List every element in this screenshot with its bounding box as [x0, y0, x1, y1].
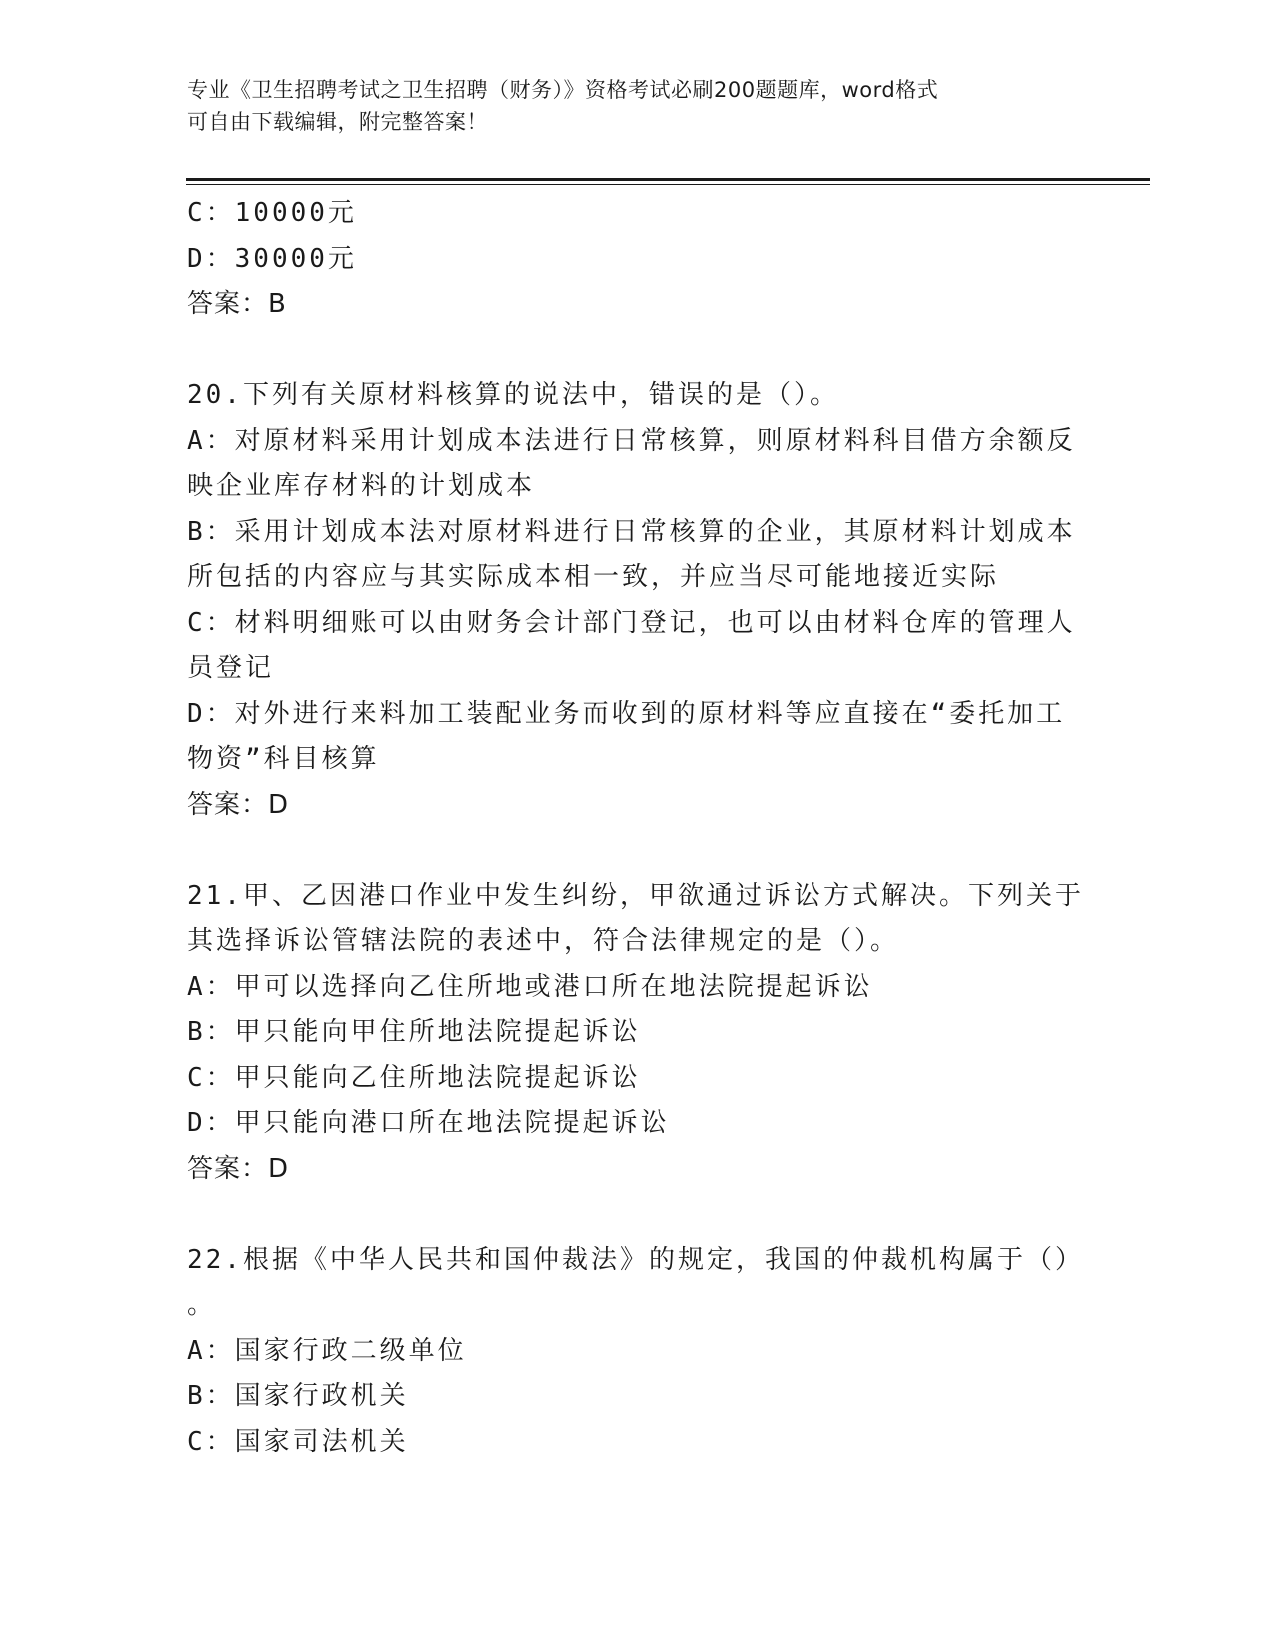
header-line-2: 可自由下载编辑，附完整答案！ — [187, 110, 488, 134]
q20-option-a-line-2: 映企业库存材料的计划成本 — [187, 471, 536, 501]
q20-option-b-line-1: B：采用计划成本法对原材料进行日常核算的企业，其原材料计划成本 — [187, 516, 1076, 547]
q22-stem-line-1: 22.根据《中华人民共和国仲裁法》的规定，我国的仲裁机构属于（） — [187, 1244, 1084, 1275]
q21-stem-line-2: 其选择诉讼管辖法院的表述中，符合法律规定的是（）。 — [187, 926, 900, 956]
header-divider-thick — [186, 178, 1150, 181]
q20-option-d-line-2: 物资”科目核算 — [187, 744, 380, 774]
q21-option-c: C：甲只能向乙住所地法院提起诉讼 — [187, 1062, 641, 1093]
prev-answer: 答案：B — [187, 289, 287, 319]
q20-option-c-line-2: 员登记 — [187, 653, 275, 683]
q21-stem-line-1: 21.甲、乙因港口作业中发生纠纷，甲欲通过诉讼方式解决。下列关于 — [187, 880, 1084, 911]
question-content — [187, 191, 1087, 1465]
q22-option-b: B：国家行政机关 — [187, 1381, 409, 1411]
q20-option-b-line-2: 所包括的内容应与其实际成本相一致，并应当尽可能地接近实际 — [187, 562, 1000, 592]
header-divider-thin — [186, 184, 1150, 185]
q21-answer: 答案：D — [187, 1153, 290, 1184]
q20-option-a-line-1: A：对原材料采用计划成本法进行日常核算，则原材料科目借方余额反 — [187, 425, 1076, 456]
spacer — [187, 828, 1087, 874]
document-header — [187, 74, 1067, 138]
q22-stem-line-2: 。 — [187, 1290, 217, 1320]
prev-option-d: D：30000元 — [187, 243, 357, 274]
prev-option-c: C：10000元 — [187, 198, 357, 228]
q21-option-b: B：甲只能向甲住所地法院提起诉讼 — [187, 1017, 641, 1047]
q20-option-c-line-1: C：材料明细账可以由财务会计部门登记，也可以由材料仓库的管理人 — [187, 607, 1076, 638]
q21-option-a: A：甲可以选择向乙住所地或港口所在地法院提起诉讼 — [187, 971, 873, 1002]
q20-stem: 20.下列有关原材料核算的说法中，错误的是（）。 — [187, 380, 839, 410]
q22-option-a: A：国家行政二级单位 — [187, 1335, 467, 1366]
q20-answer: 答案：D — [187, 789, 290, 820]
q21-option-d: D：甲只能向港口所在地法院提起诉讼 — [187, 1108, 670, 1138]
q22-option-c: C：国家司法机关 — [187, 1426, 409, 1457]
header-line-1: 专业《卫生招聘考试之卫生招聘（财务）》资格考试必刷200题题库，word格式 — [187, 78, 939, 102]
spacer — [187, 328, 1087, 374]
q20-option-d-line-1: D：对外进行来料加工装配业务而收到的原材料等应直接在“委托加工 — [187, 698, 1066, 729]
spacer — [187, 1192, 1087, 1238]
